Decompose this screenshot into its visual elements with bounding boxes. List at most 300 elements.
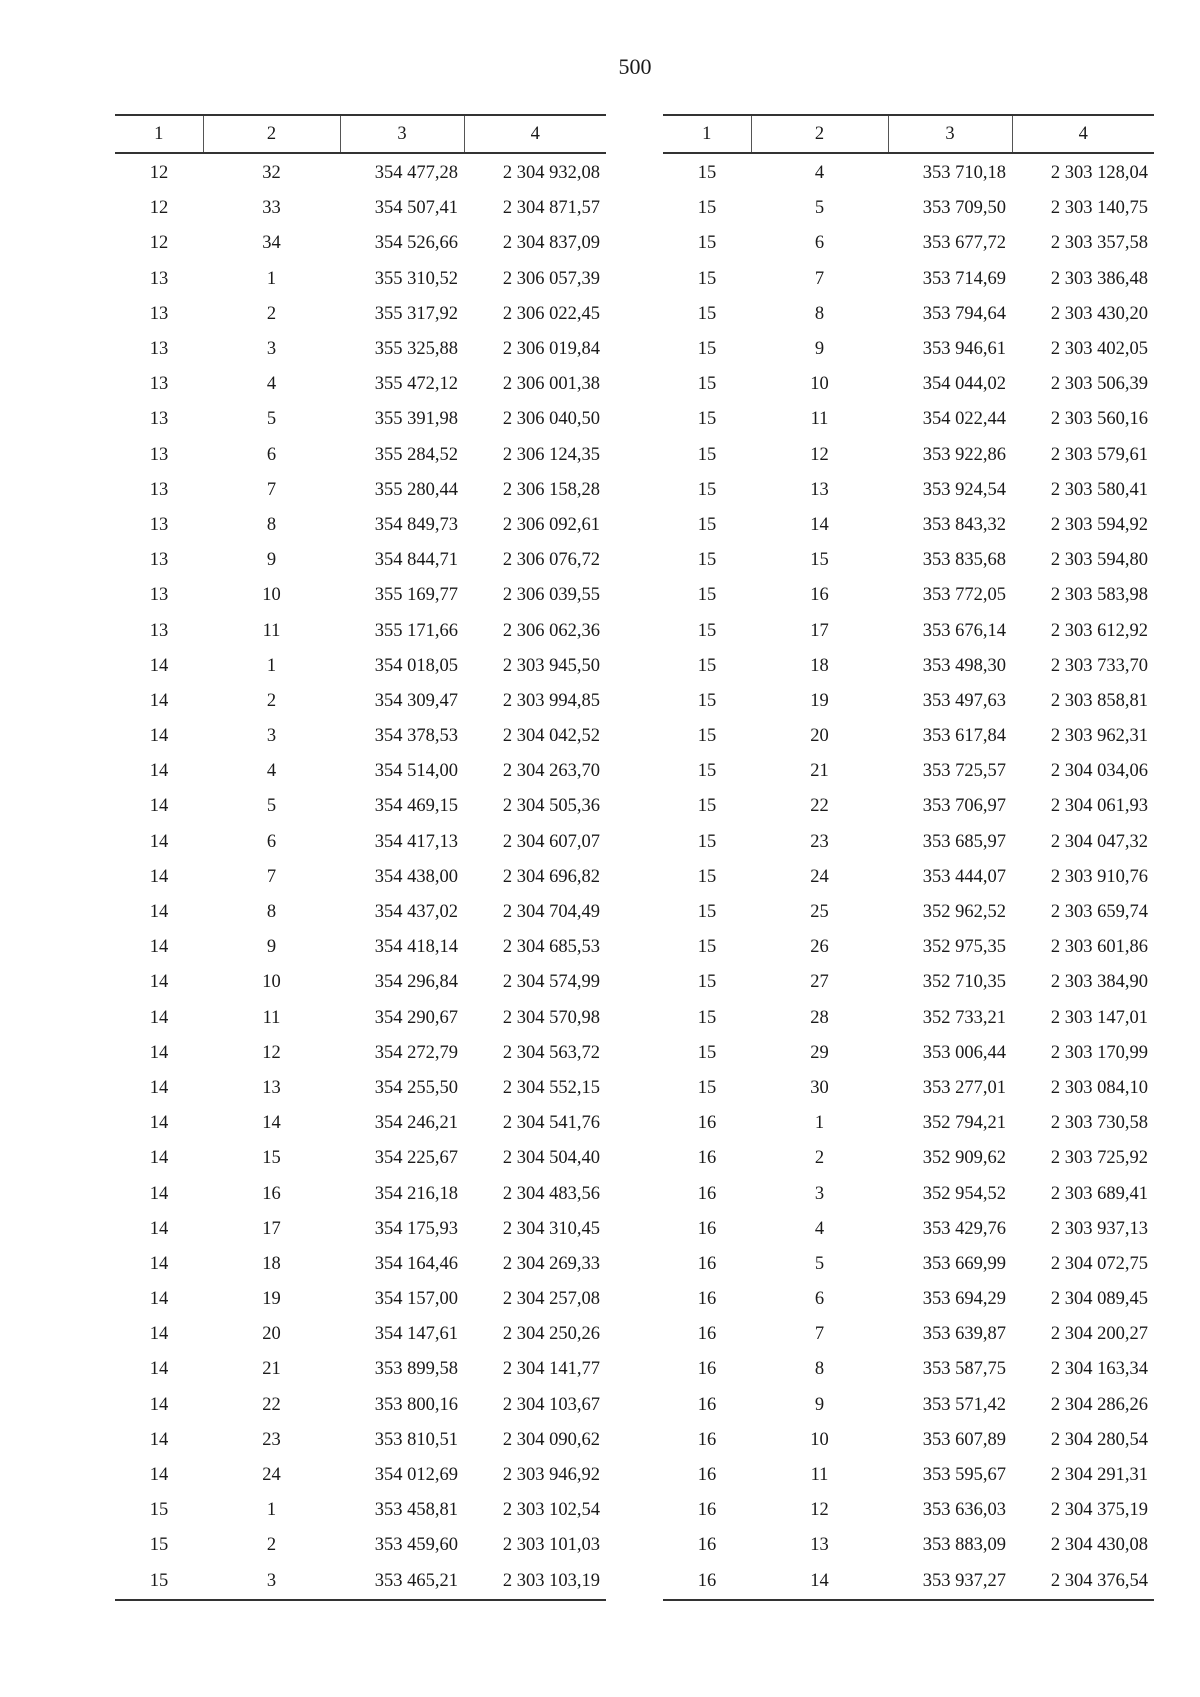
- cell-point: 25: [810, 902, 829, 923]
- cell-x-coordinate: 353 709,50: [922, 198, 1006, 219]
- cell-x-coordinate: 355 391,98: [374, 409, 458, 430]
- table-row: [663, 1212, 1154, 1247]
- cell-x-coordinate: 352 794,21: [922, 1113, 1006, 1134]
- cell-y-coordinate: 2 304 072,75: [1050, 1253, 1148, 1274]
- cell-point: 11: [262, 620, 281, 641]
- cell-x-coordinate: 353 800,16: [374, 1394, 458, 1415]
- table-row: [115, 1141, 606, 1176]
- cell-y-coordinate: 2 303 170,99: [1050, 1042, 1148, 1063]
- cell-x-coordinate: 354 417,13: [374, 831, 458, 852]
- cell-point: 2: [266, 1535, 277, 1556]
- cell-y-coordinate: 2 303 601,86: [1050, 937, 1148, 958]
- table-row: [115, 1528, 606, 1563]
- table-row: [663, 789, 1154, 824]
- cell-y-coordinate: 2 303 386,48: [1050, 268, 1148, 289]
- cell-contour: 14: [149, 902, 169, 923]
- cell-point: 28: [810, 1007, 829, 1028]
- cell-x-coordinate: 353 636,03: [922, 1500, 1006, 1521]
- cell-y-coordinate: 2 304 541,76: [502, 1113, 600, 1134]
- cell-y-coordinate: 2 306 057,39: [502, 268, 600, 289]
- table-row: [663, 578, 1154, 613]
- table-row: [115, 789, 606, 824]
- cell-x-coordinate: 353 772,05: [922, 585, 1006, 606]
- cell-y-coordinate: 2 303 102,54: [502, 1500, 600, 1521]
- column-header-2: 2: [203, 115, 340, 153]
- cell-point: 6: [814, 1289, 825, 1310]
- cell-contour: 14: [149, 1218, 169, 1239]
- cell-point: 8: [266, 514, 277, 535]
- cell-y-coordinate: 2 304 163,34: [1050, 1359, 1148, 1380]
- cell-contour: 13: [149, 550, 169, 571]
- table-row: [115, 649, 606, 684]
- table-row: [115, 1564, 606, 1600]
- cell-x-coordinate: 355 171,66: [374, 620, 458, 641]
- cell-x-coordinate: 353 924,54: [922, 479, 1006, 500]
- cell-point: 13: [810, 1535, 829, 1556]
- cell-contour: 16: [697, 1148, 717, 1169]
- cell-point: 19: [810, 690, 829, 711]
- cell-point: 16: [262, 1183, 281, 1204]
- cell-y-coordinate: 2 304 504,40: [502, 1148, 600, 1169]
- cell-y-coordinate: 2 304 089,45: [1050, 1289, 1148, 1310]
- cell-x-coordinate: 354 272,79: [374, 1042, 458, 1063]
- cell-point: 18: [810, 655, 829, 676]
- cell-y-coordinate: 2 303 580,41: [1050, 479, 1148, 500]
- cell-x-coordinate: 353 810,51: [374, 1429, 458, 1450]
- cell-contour: 15: [697, 866, 717, 887]
- cell-point: 5: [266, 796, 277, 817]
- cell-contour: 14: [149, 1253, 169, 1274]
- cell-x-coordinate: 353 607,89: [922, 1429, 1006, 1450]
- cell-y-coordinate: 2 306 092,61: [502, 514, 600, 535]
- cell-point: 18: [262, 1253, 281, 1274]
- cell-y-coordinate: 2 304 607,07: [502, 831, 600, 852]
- table-row: [115, 1036, 606, 1071]
- cell-y-coordinate: 2 304 570,98: [502, 1007, 600, 1028]
- cell-x-coordinate: 353 714,69: [922, 268, 1006, 289]
- cell-x-coordinate: 353 006,44: [922, 1042, 1006, 1063]
- cell-y-coordinate: 2 304 061,93: [1050, 796, 1148, 817]
- cell-x-coordinate: 354 526,66: [374, 233, 458, 254]
- cell-x-coordinate: 354 309,47: [374, 690, 458, 711]
- table-row: [115, 1071, 606, 1106]
- cell-point: 34: [262, 233, 281, 254]
- cell-point: 11: [810, 1465, 829, 1486]
- cell-x-coordinate: 354 044,02: [922, 374, 1006, 395]
- cell-y-coordinate: 2 306 019,84: [502, 339, 600, 360]
- cell-contour: 14: [149, 1042, 169, 1063]
- cell-x-coordinate: 354 175,93: [374, 1218, 458, 1239]
- cell-y-coordinate: 2 304 574,99: [502, 972, 600, 993]
- cell-y-coordinate: 2 303 937,13: [1050, 1218, 1148, 1239]
- cell-contour: 14: [149, 1324, 169, 1345]
- cell-point: 9: [814, 339, 825, 360]
- cell-x-coordinate: 352 975,35: [922, 937, 1006, 958]
- table-row: [663, 860, 1154, 895]
- cell-point: 8: [266, 902, 277, 923]
- table-header-row: [663, 115, 1154, 153]
- column-header-1: 1: [115, 115, 203, 153]
- cell-point: 14: [810, 514, 829, 535]
- cell-contour: 14: [149, 1007, 169, 1028]
- cell-point: 29: [810, 1042, 829, 1063]
- cell-point: 5: [814, 1253, 825, 1274]
- cell-contour: 14: [149, 1359, 169, 1380]
- table-row: [115, 1317, 606, 1352]
- cell-x-coordinate: 355 280,44: [374, 479, 458, 500]
- table-row: [115, 1458, 606, 1493]
- table-row: [115, 191, 606, 226]
- cell-point: 2: [266, 690, 277, 711]
- table-row: [115, 1352, 606, 1387]
- table-row: [115, 226, 606, 261]
- cell-point: 12: [810, 1500, 829, 1521]
- cell-contour: 13: [149, 620, 169, 641]
- cell-x-coordinate: 355 317,92: [374, 303, 458, 324]
- cell-y-coordinate: 2 304 932,08: [502, 163, 600, 184]
- table-row: [115, 825, 606, 860]
- cell-contour: 16: [697, 1253, 717, 1274]
- cell-y-coordinate: 2 306 022,45: [502, 303, 600, 324]
- cell-x-coordinate: 353 444,07: [922, 866, 1006, 887]
- table-row: [115, 613, 606, 648]
- cell-point: 3: [266, 339, 277, 360]
- cell-y-coordinate: 2 306 124,35: [502, 444, 600, 465]
- table-row: [663, 1423, 1154, 1458]
- cell-y-coordinate: 2 303 962,31: [1050, 726, 1148, 747]
- table-row: [663, 1176, 1154, 1211]
- cell-contour: 14: [149, 1077, 169, 1098]
- cell-y-coordinate: 2 304 375,19: [1050, 1500, 1148, 1521]
- cell-point: 10: [810, 374, 829, 395]
- cell-point: 4: [266, 374, 277, 395]
- cell-contour: 13: [149, 268, 169, 289]
- cell-contour: 15: [697, 198, 717, 219]
- cell-contour: 16: [697, 1465, 717, 1486]
- table-row: [663, 930, 1154, 965]
- table-row: [115, 473, 606, 508]
- cell-point: 22: [810, 796, 829, 817]
- cell-y-coordinate: 2 306 062,36: [502, 620, 600, 641]
- cell-contour: 15: [697, 690, 717, 711]
- table-row: [663, 1106, 1154, 1141]
- table-row: [663, 1458, 1154, 1493]
- cell-y-coordinate: 2 303 506,39: [1050, 374, 1148, 395]
- cell-y-coordinate: 2 304 250,26: [502, 1324, 600, 1345]
- table-row: [663, 153, 1154, 191]
- table-row: [115, 1493, 606, 1528]
- cell-y-coordinate: 2 303 103,19: [464, 1564, 606, 1600]
- cell-contour: 15: [697, 902, 717, 923]
- cell-contour: 14: [149, 690, 169, 711]
- cell-point: 8: [814, 1359, 825, 1380]
- table-row: [663, 1493, 1154, 1528]
- table-row: [663, 754, 1154, 789]
- cell-y-coordinate: 2 303 357,58: [1050, 233, 1148, 254]
- cell-x-coordinate: 353 587,75: [922, 1359, 1006, 1380]
- cell-y-coordinate: 2 303 910,76: [1050, 866, 1148, 887]
- table-row: [115, 402, 606, 437]
- table-row: [115, 332, 606, 367]
- cell-point: 15: [262, 1148, 281, 1169]
- cell-point: 11: [262, 1007, 281, 1028]
- cell-point: 30: [810, 1077, 829, 1098]
- cell-contour: 15: [697, 972, 717, 993]
- cell-contour: 15: [697, 831, 717, 852]
- cell-x-coordinate: 353 459,60: [374, 1535, 458, 1556]
- cell-contour: 14: [149, 937, 169, 958]
- cell-point: 6: [266, 831, 277, 852]
- cell-x-coordinate: 354 849,73: [374, 514, 458, 535]
- cell-y-coordinate: 2 303 147,01: [1050, 1007, 1148, 1028]
- cell-x-coordinate: 353 835,68: [922, 550, 1006, 571]
- cell-x-coordinate: 354 164,46: [374, 1253, 458, 1274]
- cell-contour: 15: [697, 726, 717, 747]
- cell-point: 7: [266, 866, 277, 887]
- cell-y-coordinate: 2 306 040,50: [502, 409, 600, 430]
- cell-contour: 15: [697, 585, 717, 606]
- cell-point: 5: [814, 198, 825, 219]
- cell-contour: 15: [697, 409, 717, 430]
- cell-x-coordinate: 354 290,67: [374, 1007, 458, 1028]
- cell-point: 23: [262, 1429, 281, 1450]
- cell-contour: 13: [149, 374, 169, 395]
- cell-contour: 13: [149, 479, 169, 500]
- cell-x-coordinate: 353 685,97: [922, 831, 1006, 852]
- cell-contour: 13: [149, 303, 169, 324]
- cell-point: 21: [810, 761, 829, 782]
- cell-point: 33: [262, 198, 281, 219]
- cell-contour: 15: [697, 444, 717, 465]
- cell-contour: 15: [697, 163, 717, 184]
- cell-point: 4: [814, 1218, 825, 1239]
- cell-y-coordinate: 2 304 483,56: [502, 1183, 600, 1204]
- column-header-4: 4: [1012, 115, 1154, 153]
- cell-x-coordinate: 352 954,52: [922, 1183, 1006, 1204]
- cell-point: 26: [810, 937, 829, 958]
- table-row: [663, 367, 1154, 402]
- table-row: [663, 1528, 1154, 1563]
- cell-x-coordinate: 353 277,01: [922, 1077, 1006, 1098]
- column-header-3: 3: [340, 115, 464, 153]
- cell-point: 13: [262, 1077, 281, 1098]
- cell-y-coordinate: 2 304 263,70: [502, 761, 600, 782]
- cell-y-coordinate: 2 303 583,98: [1050, 585, 1148, 606]
- cell-contour: 16: [697, 1113, 717, 1134]
- cell-point: 27: [810, 972, 829, 993]
- cell-contour: 14: [149, 1113, 169, 1134]
- table-row: [663, 191, 1154, 226]
- cell-contour: 15: [149, 1535, 169, 1556]
- cell-contour: 15: [697, 1042, 717, 1063]
- cell-x-coordinate: 355 169,77: [374, 585, 458, 606]
- cell-x-coordinate: 353 429,76: [922, 1218, 1006, 1239]
- cell-contour: 16: [697, 1500, 717, 1521]
- cell-contour: 14: [149, 1183, 169, 1204]
- cell-contour: 14: [149, 796, 169, 817]
- cell-contour: 15: [697, 620, 717, 641]
- cell-x-coordinate: 354 438,00: [374, 866, 458, 887]
- cell-x-coordinate: 353 497,63: [922, 690, 1006, 711]
- cell-x-coordinate: 353 571,42: [922, 1394, 1006, 1415]
- table-row: [663, 1388, 1154, 1423]
- table-row: [115, 153, 606, 191]
- cell-contour: 12: [149, 163, 169, 184]
- cell-contour: 14: [149, 831, 169, 852]
- table-row: [115, 895, 606, 930]
- cell-y-coordinate: 2 303 101,03: [502, 1535, 600, 1556]
- cell-y-coordinate: 2 306 158,28: [502, 479, 600, 500]
- cell-x-coordinate: 354 514,00: [374, 761, 458, 782]
- cell-x-coordinate: 354 022,44: [922, 409, 1006, 430]
- cell-x-coordinate: 354 255,50: [374, 1077, 458, 1098]
- cell-y-coordinate: 2 304 269,33: [502, 1253, 600, 1274]
- cell-y-coordinate: 2 303 430,20: [1050, 303, 1148, 324]
- cell-x-coordinate: 354 477,28: [374, 163, 458, 184]
- cell-x-coordinate: 352 909,62: [922, 1148, 1006, 1169]
- cell-y-coordinate: 2 304 837,09: [502, 233, 600, 254]
- cell-x-coordinate: 353 498,30: [922, 655, 1006, 676]
- coordinates-table-right: [663, 114, 1154, 1601]
- cell-y-coordinate: 2 303 402,05: [1050, 339, 1148, 360]
- cell-point: 3: [203, 1564, 340, 1600]
- cell-y-coordinate: 2 303 725,92: [1050, 1148, 1148, 1169]
- table-row: [663, 297, 1154, 332]
- cell-x-coordinate: 354 157,00: [374, 1289, 458, 1310]
- cell-point: 32: [262, 163, 281, 184]
- cell-y-coordinate: 2 304 704,49: [502, 902, 600, 923]
- table-row: [663, 895, 1154, 930]
- table-row: [115, 1282, 606, 1317]
- table-header-row: [115, 115, 606, 153]
- column-header-3: 3: [888, 115, 1012, 153]
- cell-x-coordinate: 354 018,05: [374, 655, 458, 676]
- cell-contour: 14: [149, 972, 169, 993]
- cell-contour: 14: [149, 1394, 169, 1415]
- cell-contour: 14: [149, 761, 169, 782]
- cell-x-coordinate: 353 639,87: [922, 1324, 1006, 1345]
- cell-y-coordinate: 2 304 141,77: [502, 1359, 600, 1380]
- table-row: [663, 1036, 1154, 1071]
- table-row: [115, 578, 606, 613]
- cell-point: 5: [266, 409, 277, 430]
- cell-contour: 15: [697, 339, 717, 360]
- cell-y-coordinate: 2 303 140,75: [1050, 198, 1148, 219]
- cell-contour: 16: [697, 1429, 717, 1450]
- cell-contour: 16: [697, 1359, 717, 1380]
- cell-point: 17: [262, 1218, 281, 1239]
- cell-x-coordinate: 354 437,02: [374, 902, 458, 923]
- cell-point: 9: [266, 937, 277, 958]
- cell-y-coordinate: 2 303 994,85: [502, 690, 600, 711]
- cell-y-coordinate: 2 304 286,26: [1050, 1394, 1148, 1415]
- table-row: [663, 719, 1154, 754]
- cell-contour: 14: [149, 1429, 169, 1450]
- table-row: [663, 1001, 1154, 1036]
- cell-y-coordinate: 2 303 612,92: [1050, 620, 1148, 641]
- cell-y-coordinate: 2 303 689,41: [1050, 1183, 1148, 1204]
- table-row: [663, 1564, 1154, 1600]
- cell-contour: 16: [697, 1289, 717, 1310]
- cell-point: 24: [810, 866, 829, 887]
- cell-contour: 15: [697, 303, 717, 324]
- cell-y-coordinate: 2 306 076,72: [502, 550, 600, 571]
- cell-contour: 16: [697, 1535, 717, 1556]
- cell-x-coordinate: 355 284,52: [374, 444, 458, 465]
- table-row: [115, 262, 606, 297]
- cell-x-coordinate: 353 458,81: [374, 1500, 458, 1521]
- cell-point: 1: [266, 268, 277, 289]
- cell-x-coordinate: 353 883,09: [922, 1535, 1006, 1556]
- cell-x-coordinate: 353 710,18: [922, 163, 1006, 184]
- cell-point: 3: [814, 1183, 825, 1204]
- cell-x-coordinate: 353 946,61: [922, 339, 1006, 360]
- cell-point: 1: [814, 1113, 825, 1134]
- cell-x-coordinate: 354 418,14: [374, 937, 458, 958]
- cell-point: 16: [810, 585, 829, 606]
- table-row: [663, 262, 1154, 297]
- cell-x-coordinate: 354 469,15: [374, 796, 458, 817]
- cell-point: 14: [262, 1113, 281, 1134]
- cell-y-coordinate: 2 304 563,72: [502, 1042, 600, 1063]
- cell-x-coordinate: 354 296,84: [374, 972, 458, 993]
- table-row: [115, 965, 606, 1000]
- column-header-1: 1: [663, 115, 751, 153]
- cell-point: 6: [814, 233, 825, 254]
- cell-point: 4: [814, 163, 825, 184]
- cell-y-coordinate: 2 304 257,08: [502, 1289, 600, 1310]
- table-row: [663, 438, 1154, 473]
- cell-contour: 16: [663, 1564, 751, 1600]
- cell-point: 14: [751, 1564, 888, 1600]
- cell-contour: 15: [149, 1500, 169, 1521]
- cell-y-coordinate: 2 304 047,32: [1050, 831, 1148, 852]
- table-row: [115, 1212, 606, 1247]
- table-row: [663, 508, 1154, 543]
- table-row: [663, 965, 1154, 1000]
- coordinates-table-left: [115, 114, 606, 1601]
- table-row: [115, 1001, 606, 1036]
- cell-point: 17: [810, 620, 829, 641]
- cell-x-coordinate: 353 922,86: [922, 444, 1006, 465]
- cell-contour: 14: [149, 726, 169, 747]
- cell-y-coordinate: 2 303 733,70: [1050, 655, 1148, 676]
- cell-point: 24: [262, 1465, 281, 1486]
- cell-contour: 15: [697, 1077, 717, 1098]
- cell-contour: 14: [149, 866, 169, 887]
- cell-x-coordinate: 352 733,21: [922, 1007, 1006, 1028]
- cell-point: 9: [814, 1394, 825, 1415]
- cell-point: 9: [266, 550, 277, 571]
- cell-x-coordinate: 354 147,61: [374, 1324, 458, 1345]
- cell-point: 8: [814, 303, 825, 324]
- table-row: [115, 367, 606, 402]
- cell-contour: 15: [697, 937, 717, 958]
- table-row: [115, 297, 606, 332]
- cell-x-coordinate: 353 617,84: [922, 726, 1006, 747]
- cell-point: 7: [814, 1324, 825, 1345]
- cell-y-coordinate: 2 304 696,82: [502, 866, 600, 887]
- cell-point: 1: [266, 655, 277, 676]
- cell-point: 11: [810, 409, 829, 430]
- cell-y-coordinate: 2 304 376,54: [1012, 1564, 1154, 1600]
- cell-contour: 15: [697, 550, 717, 571]
- table-row: [663, 1071, 1154, 1106]
- cell-y-coordinate: 2 303 384,90: [1050, 972, 1148, 993]
- table-row: [663, 649, 1154, 684]
- table-row: [663, 1141, 1154, 1176]
- cell-y-coordinate: 2 304 685,53: [502, 937, 600, 958]
